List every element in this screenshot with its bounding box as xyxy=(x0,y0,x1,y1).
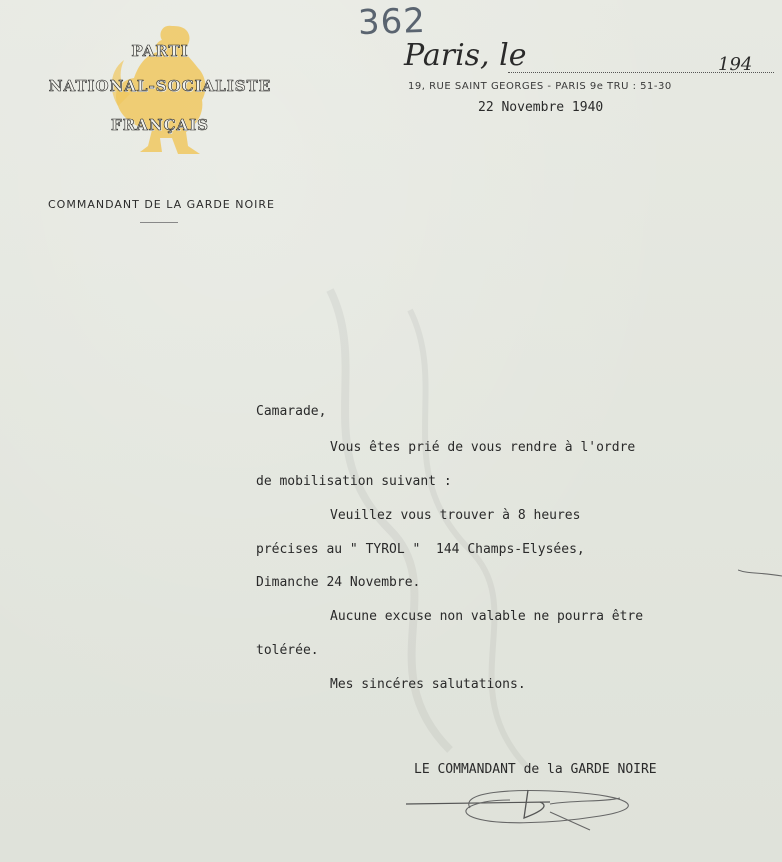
letter-greeting: Camarade, xyxy=(256,404,327,419)
letter-line: Aucune excuse non valable ne pourra être xyxy=(330,609,644,624)
party-line3-text: FRANÇAIS xyxy=(111,116,209,134)
party-line2-text: NATIONAL-SOCIALISTE xyxy=(48,77,272,95)
letter-line: Vous êtes prié de vous rendre à l'ordre xyxy=(330,440,636,455)
letter-line: Mes sincéres salutations. xyxy=(330,677,526,692)
place-script: Paris, le xyxy=(404,38,527,73)
paper-watermark xyxy=(250,250,650,810)
handwritten-signature xyxy=(400,782,650,842)
party-name-line2 xyxy=(30,77,290,95)
department-divider xyxy=(140,222,178,223)
party-line1-text: PARTI xyxy=(131,42,189,60)
signature-title: LE COMMANDANT de la GARDE NOIRE xyxy=(414,762,657,777)
party-name-line1 xyxy=(30,42,290,60)
letter-line: Veuillez vous trouver à 8 heures xyxy=(330,508,581,523)
letter-line: Dimanche 24 Novembre. xyxy=(256,575,421,590)
letterhead-address: 19, RUE SAINT GEORGES - PARIS 9e TRU : 51-30 xyxy=(408,81,672,92)
letter-date: 22 Novembre 1940 xyxy=(478,100,604,115)
year-prefix: 194 xyxy=(718,54,753,75)
margin-pencil-mark xyxy=(738,566,782,580)
letter-line: précises au " TYROL " 144 Champs-Elysées, xyxy=(256,542,585,557)
letter-line: tolérée. xyxy=(256,643,319,658)
archive-number: 362 xyxy=(357,0,427,44)
party-name-line3 xyxy=(30,116,290,134)
letter-line: de mobilisation suivant : xyxy=(256,474,452,489)
department-title: COMMANDANT DE LA GARDE NOIRE xyxy=(48,198,275,211)
